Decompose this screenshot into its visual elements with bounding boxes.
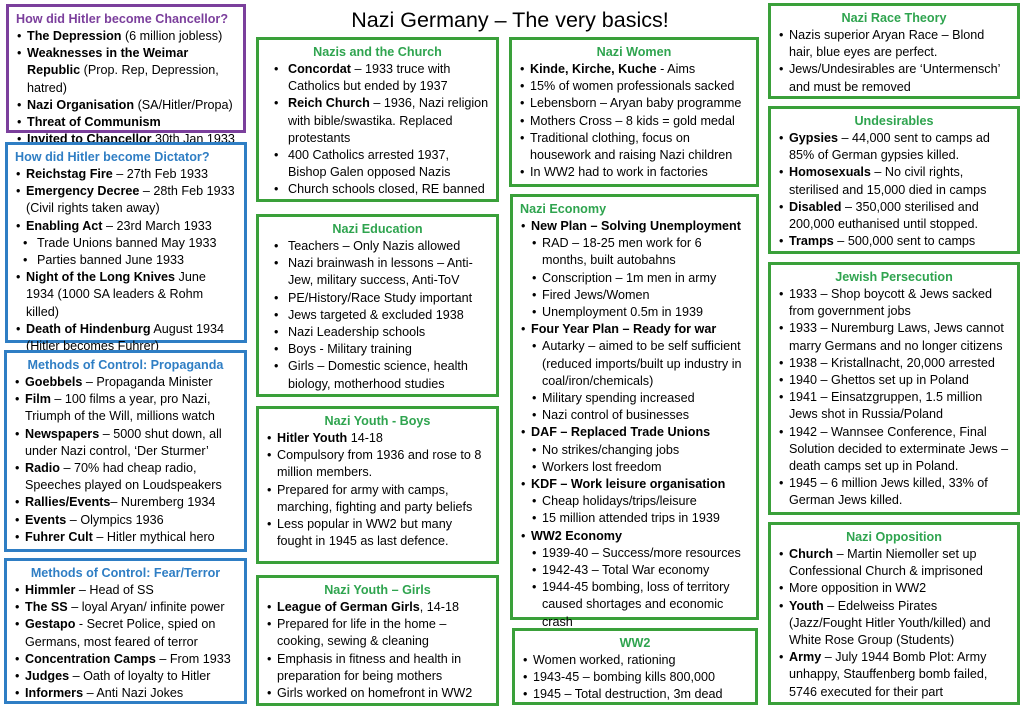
ww2-box xyxy=(512,628,758,705)
list-item: • Threat of Communism xyxy=(16,114,236,131)
race-theory-box xyxy=(768,3,1020,99)
list-item: • Teachers – Only Nazis allowed xyxy=(266,238,489,255)
list-item: • Reichstag Fire – 27th Feb 1933 xyxy=(15,166,237,183)
list-item: • Death of Hindenburg August 1934 (Hitler becomes Fuhrer) xyxy=(15,321,237,355)
ww2-header: WW2 xyxy=(619,636,651,650)
list-item: • League of German Girls, 14-18 xyxy=(266,599,489,616)
list-item: • Jews targeted & excluded 1938 xyxy=(266,307,489,324)
list-item: • Fuhrer Cult – Hitler mythical hero xyxy=(14,529,237,546)
opposition-header: Nazi Opposition xyxy=(846,530,942,544)
list-item: • Gypsies – 44,000 sent to camps ad 85% of German gypsies killed. xyxy=(778,130,1010,164)
list-item: • Fired Jews/Women xyxy=(520,287,749,304)
list-item: • Enabling Act – 23rd March 1933 xyxy=(15,218,237,235)
list-item: • Invited to Chancellor 30th Jan 1933 xyxy=(16,131,236,148)
list-item: • More opposition in WW2 xyxy=(778,580,1010,597)
list-item: • KDF – Work leisure organisation xyxy=(520,476,749,493)
list-item: • The SS – loyal Aryan/ infinite power xyxy=(14,599,237,616)
list-item: • Hitler Youth 14-18 xyxy=(266,430,489,447)
list-item: • Autarky – aimed to be self sufficient (reduced imports/built up industry in coal/iron/chemicals) xyxy=(520,338,749,390)
list-item: • 15 million attended trips in 1939 xyxy=(520,510,749,527)
church-header: Nazis and the Church xyxy=(313,45,442,59)
jewish-persecution-box xyxy=(768,262,1020,515)
list-item: • 1940 – Ghettos set up in Poland xyxy=(778,372,1010,389)
list-item: • Emphasis in fitness and health in preparation for being mothers xyxy=(266,651,489,685)
list-item: • New Plan – Solving Unemployment xyxy=(520,218,749,235)
undesirables-header: Undesirables xyxy=(854,114,934,128)
list-item: • Army – July 1944 Bomb Plot: Army unhappy, Stauffenberg bomb failed, 5746 executed for their part xyxy=(778,649,1010,701)
list-item: • Military spending increased xyxy=(520,390,749,407)
list-item: • Jews/Undesirables are ‘Untermensch’ and must be removed xyxy=(778,61,1010,95)
list-item: • Rallies/Events– Nuremberg 1934 xyxy=(14,494,237,511)
list-item: • 1944-45 bombing, loss of territory caused shortages and economic crash xyxy=(520,579,749,631)
list-item: • Weaknesses in the Weimar Republic (Prop. Rep, Depression, hatred) xyxy=(16,45,236,97)
list-item: • 1942-43 – Total War economy xyxy=(520,562,749,579)
list-item: • Radio – 70% had cheap radio, Speeches played on Loudspeakers xyxy=(14,460,237,494)
youth-girls-box xyxy=(256,575,499,706)
list-item: • DAF – Replaced Trade Unions xyxy=(520,424,749,441)
opposition-box xyxy=(768,522,1020,705)
list-item: • Unemployment 0.5m in 1939 xyxy=(520,304,749,321)
race-theory-header: Nazi Race Theory xyxy=(841,11,947,25)
list-item: • Nazi Organisation (SA/Hitler/Propa) xyxy=(16,97,236,114)
list-item: • Boys - Military training xyxy=(266,341,489,358)
list-item: • 1945 – Total destruction, 3m dead xyxy=(522,686,748,703)
list-item: • Women worked, rationing xyxy=(522,652,748,669)
list-item: • Prepared for life in the home – cooking, sewing & cleaning xyxy=(266,616,489,650)
list-item: • Emergency Decree – 28th Feb 1933 (Civil rights taken away) xyxy=(15,183,237,217)
list-item: • 1945 – 6 million Jews killed, 33% of German Jews killed. xyxy=(778,475,1010,509)
page-title: Nazi Germany – The very basics! xyxy=(351,8,669,32)
list-item: • Church schools closed, RE banned xyxy=(266,181,489,198)
list-item: • Nazis superior Aryan Race – Blond hair, blue eyes are perfect. xyxy=(778,27,1010,61)
list-item: • Goebbels – Propaganda Minister xyxy=(14,374,237,391)
list-item: • Film – 100 films a year, pro Nazi, Triumph of the Will, millions watch xyxy=(14,391,237,425)
list-item: • No strikes/changing jobs xyxy=(520,442,749,459)
list-item: • In WW2 had to work in factories xyxy=(519,164,749,181)
list-item: • Judges – Oath of loyalty to Hitler xyxy=(14,668,237,685)
jewish-persecution-header: Jewish Persecution xyxy=(835,270,953,284)
list-item: • Traditional clothing, focus on housework and raising Nazi children xyxy=(519,130,749,164)
list-item: • Homosexuals – No civil rights, sterilised and 15,000 died in camps xyxy=(778,164,1010,198)
list-item: • Conscription – 1m men in army xyxy=(520,270,749,287)
list-item: • Girls worked on homefront in WW2 xyxy=(266,685,489,702)
list-item: • Trade Unions banned May 1933 xyxy=(15,235,237,252)
list-item: • 1938 – Kristallnacht, 20,000 arrested xyxy=(778,355,1010,372)
youth-boys-box xyxy=(256,406,499,564)
chancellor-header: How did Hitler become Chancellor? xyxy=(16,12,229,26)
list-item: • 1939-40 – Success/more resources xyxy=(520,545,749,562)
propaganda-box xyxy=(4,350,247,552)
women-box xyxy=(509,37,759,187)
list-item: • Prepared for army with camps, marching, fighting and party beliefs xyxy=(266,482,489,516)
list-item: • Four Year Plan – Ready for war xyxy=(520,321,749,338)
list-item: • Church – Martin Niemoller set up Confessional Church & imprisoned xyxy=(778,546,1010,580)
list-item: • 1942 – Wannsee Conference, Final Solution decided to exterminate Jews – death camps set up in Poland. xyxy=(778,424,1010,476)
list-item: • Compulsory from 1936 and rose to 8 million members. xyxy=(266,447,489,481)
list-item: • Nazi brainwash in lessons – Anti-Jew, military success, Anti-ToV xyxy=(266,255,489,289)
undesirables-box xyxy=(768,106,1020,254)
list-item: • 15% of women professionals sacked xyxy=(519,78,749,95)
list-item: • Workers lost freedom xyxy=(520,459,749,476)
propaganda-header: Methods of Control: Propaganda xyxy=(27,358,224,372)
list-item: • Newspapers – 5000 shut down, all under Nazi control, ‘Der Sturmer’ xyxy=(14,426,237,460)
list-item: • Night of the Long Knives June 1934 (1000 SA leaders & Rohm killed) xyxy=(15,269,237,321)
list-item: • Cheap holidays/trips/leisure xyxy=(520,493,749,510)
list-item: • The Depression (6 million jobless) xyxy=(16,28,236,45)
list-item: • Girls – Domestic science, health biology, motherhood studies xyxy=(266,358,489,392)
economy-header: Nazi Economy xyxy=(520,202,607,216)
list-item: • Nazi control of businesses xyxy=(520,407,749,424)
list-item: • Parties banned June 1933 xyxy=(15,252,237,269)
list-item: • Tramps – 500,000 sent to camps xyxy=(778,233,1010,250)
list-item: • Kinde, Kirche, Kuche - Aims xyxy=(519,61,749,78)
list-item: • Informers – Anti Nazi Jokes xyxy=(14,685,237,702)
economy-box xyxy=(510,194,759,629)
youth-boys-header: Nazi Youth - Boys xyxy=(324,414,431,428)
fear-terror-header: Methods of Control: Fear/Terror xyxy=(30,566,221,580)
list-item: • Mothers Cross – 8 kids = gold medal xyxy=(519,113,749,130)
list-item: • PE/History/Race Study important xyxy=(266,290,489,307)
list-item: • 400 Catholics arrested 1937, Bishop Galen opposed Nazis xyxy=(266,147,489,181)
list-item: • 1943-45 – bombing kills 800,000 xyxy=(522,669,748,686)
list-item: • Concordat – 1933 truce with Catholics but ended by 1937 xyxy=(266,61,489,95)
church-box xyxy=(256,37,499,202)
youth-girls-header: Nazi Youth – Girls xyxy=(324,583,431,597)
list-item: • 1941 – Einsatzgruppen, 1.5 million Jews shot in Russia/Poland xyxy=(778,389,1010,423)
list-item: • Concentration Camps – From 1933 xyxy=(14,651,237,668)
education-box xyxy=(256,214,499,397)
women-header: Nazi Women xyxy=(596,45,672,59)
list-item: • Disabled – 350,000 sterilised and 200,000 euthanised until stopped. xyxy=(778,199,1010,233)
chancellor-box xyxy=(6,4,246,147)
list-item: • Nazi Leadership schools xyxy=(266,324,489,341)
list-item: • 1933 – Shop boycott & Jews sacked from government jobs xyxy=(778,286,1010,320)
list-item: • Reich Church – 1936, Nazi religion with bible/swastika. Replaced protestants xyxy=(266,95,489,147)
list-item: • Less popular in WW2 but many fought in 1945 as last defence. xyxy=(266,516,489,550)
education-header: Nazi Education xyxy=(332,222,423,236)
dictator-header: How did Hitler become Dictator? xyxy=(15,150,210,164)
list-item: • RAD – 18-25 men work for 6 months, built autobahns xyxy=(520,235,749,269)
list-item: • Youth – Edelweiss Pirates (Jazz/Fought Hitler Youth/killed) and White Rose Group (Students) xyxy=(778,598,1010,650)
list-item: • Events – Olympics 1936 xyxy=(14,512,237,529)
fear-terror-box xyxy=(4,558,247,704)
dictator-box xyxy=(5,142,247,354)
list-item: • Gestapo - Secret Police, spied on Germans, most feared of terror xyxy=(14,616,237,650)
list-item: • WW2 Economy xyxy=(520,528,749,545)
list-item: • 1933 – Nuremburg Laws, Jews cannot marry Germans and no longer citizens xyxy=(778,320,1010,354)
list-item: • Himmler – Head of SS xyxy=(14,582,237,599)
list-item: • Lebensborn – Aryan baby programme xyxy=(519,95,749,112)
